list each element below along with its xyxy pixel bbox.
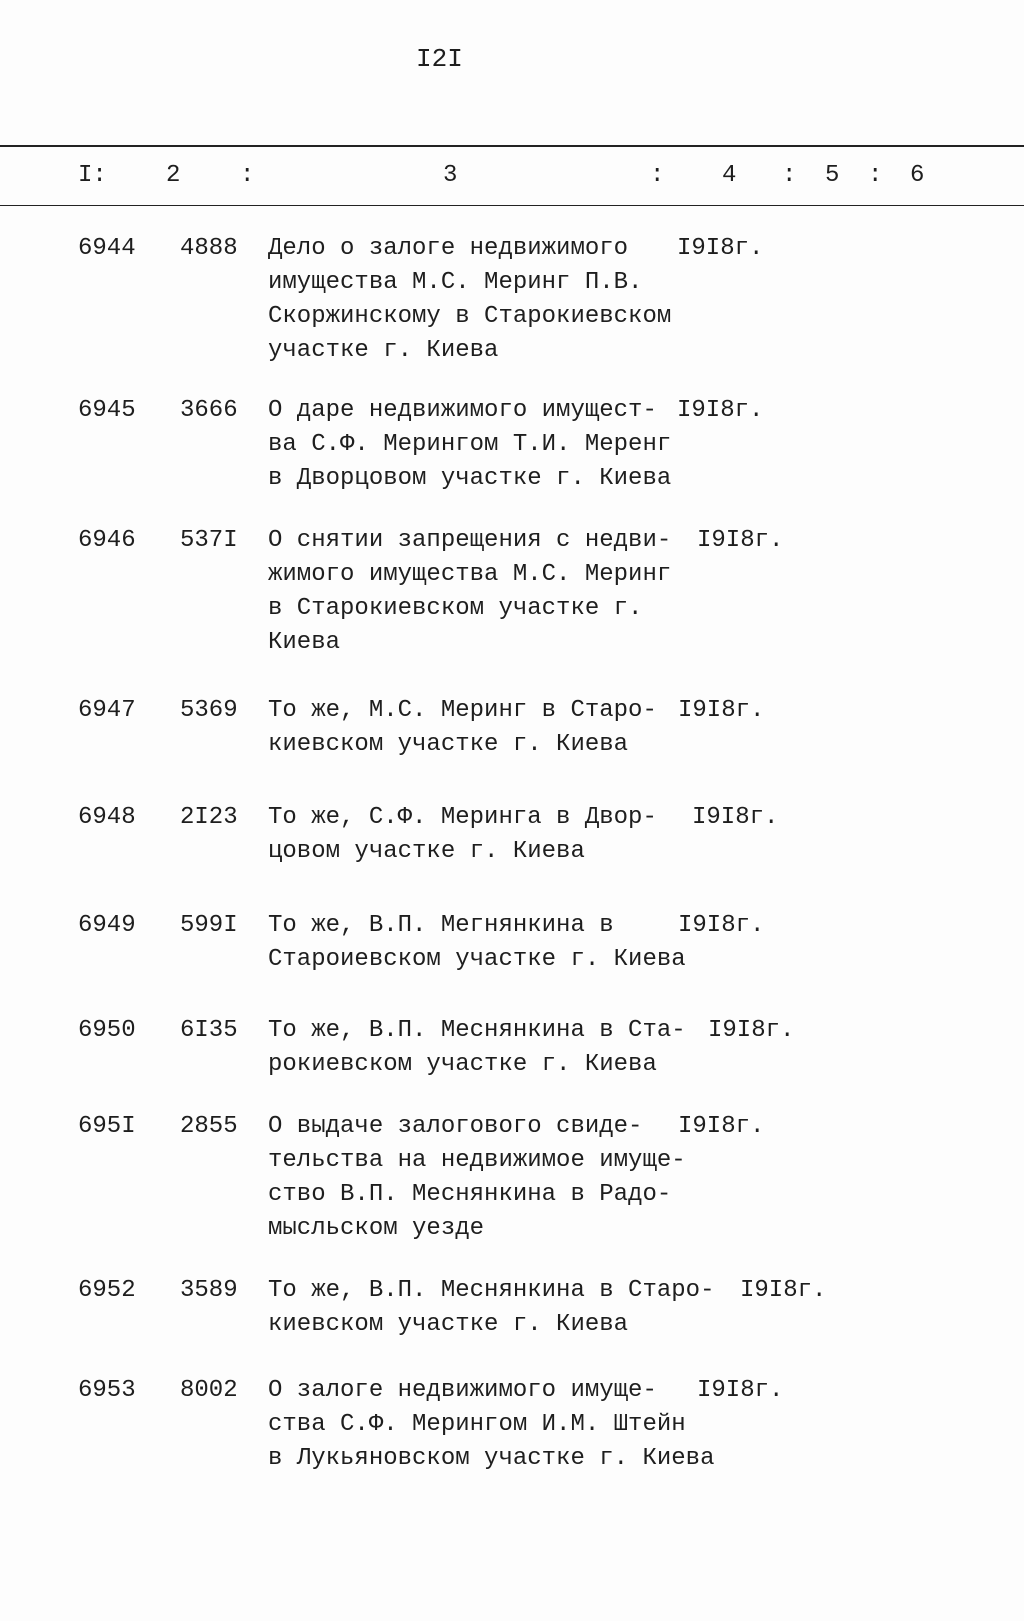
entry-description	[268, 1274, 714, 1342]
description-line: Дело о залоге недвижимого	[268, 235, 629, 262]
entry-description	[268, 801, 657, 869]
column-header: 4	[722, 162, 737, 189]
description-line: в Лукьяновском участке г. Киева	[268, 1445, 715, 1472]
entry-number: 6945	[78, 397, 136, 424]
entry-code: 2855	[180, 1113, 238, 1140]
entry-code: 2I23	[180, 804, 238, 831]
column-header: 2	[166, 162, 181, 189]
description-line: Скоржинскому в Старокиевском	[268, 303, 672, 330]
entry-code: 3666	[180, 397, 238, 424]
column-header: 5	[825, 162, 840, 189]
description-line: имущества М.С. Меринг П.В.	[268, 269, 643, 296]
entry-description	[268, 694, 657, 762]
entry-description	[268, 909, 686, 977]
column-header: 3	[443, 162, 458, 189]
column-separator: :	[868, 162, 883, 189]
entry-number: 6950	[78, 1017, 136, 1044]
page-number: I2I	[416, 44, 463, 74]
entry-year: I9I8г.	[697, 527, 784, 554]
description-line: рокиевском участке г. Киева	[268, 1051, 657, 1078]
description-line: То же, С.Ф. Меринга в Двор-	[268, 804, 657, 831]
entry-year: I9I8г.	[678, 912, 765, 939]
entry-code: 537I	[180, 527, 238, 554]
entry-year: I9I8г.	[697, 1377, 784, 1404]
description-line: О снятии запрещения с недви-	[268, 527, 672, 554]
description-line: цовом участке г. Киева	[268, 838, 585, 865]
entry-number: 6947	[78, 697, 136, 724]
description-line: То же, М.С. Меринг в Старо-	[268, 697, 657, 724]
entry-description	[268, 232, 671, 368]
description-line: в Старокиевском участке г.	[268, 595, 643, 622]
entry-number: 6952	[78, 1277, 136, 1304]
header-bottom-rule	[0, 205, 1024, 206]
entry-number: 6953	[78, 1377, 136, 1404]
description-line: участке г. Киева	[268, 337, 499, 364]
entry-number: 6944	[78, 235, 136, 262]
description-line: Староиевском участке г. Киева	[268, 946, 686, 973]
entry-number: 6946	[78, 527, 136, 554]
column-header: I:	[78, 162, 107, 189]
entry-code: 8002	[180, 1377, 238, 1404]
entry-year: I9I8г.	[678, 1113, 765, 1140]
description-line: киевском участке г. Киева	[268, 731, 629, 758]
description-line: О залоге недвижимого имуще-	[268, 1377, 657, 1404]
description-line: тельства на недвижимое имуще-	[268, 1147, 686, 1174]
column-separator: :	[782, 162, 797, 189]
description-line: ство В.П. Меснянкина в Радо-	[268, 1181, 672, 1208]
entry-year: I9I8г.	[678, 697, 765, 724]
description-line: То же, В.П. Меснянкина в Старо-	[268, 1277, 715, 1304]
entry-description	[268, 1374, 714, 1476]
description-line: То же, В.П. Мегнянкина в	[268, 912, 614, 939]
entry-code: 599I	[180, 912, 238, 939]
description-line: мысльском уезде	[268, 1215, 485, 1242]
entry-code: 5369	[180, 697, 238, 724]
column-separator: :	[240, 162, 255, 189]
entry-number: 6949	[78, 912, 136, 939]
entry-year: I9I8г.	[677, 235, 764, 262]
entry-year: I9I8г.	[692, 804, 779, 831]
entry-year: I9I8г.	[708, 1017, 795, 1044]
description-line: О даре недвижимого имущест-	[268, 397, 657, 424]
description-line: в Дворцовом участке г. Киева	[268, 465, 672, 492]
column-separator: :	[650, 162, 665, 189]
entry-description	[268, 1110, 686, 1246]
description-line: ва С.Ф. Мерингом Т.И. Меренг	[268, 431, 672, 458]
column-header: 6	[910, 162, 925, 189]
entry-number: 6948	[78, 804, 136, 831]
description-line: То же, В.П. Меснянкина в Ста-	[268, 1017, 686, 1044]
entry-description	[268, 524, 671, 660]
entry-code: 6I35	[180, 1017, 238, 1044]
entry-year: I9I8г.	[677, 397, 764, 424]
entry-code: 4888	[180, 235, 238, 262]
entry-code: 3589	[180, 1277, 238, 1304]
header-top-rule	[0, 145, 1024, 147]
entry-description	[268, 394, 671, 496]
entry-year: I9I8г.	[740, 1277, 827, 1304]
description-line: киевском участке г. Киева	[268, 1311, 629, 1338]
description-line: жимого имущества М.С. Меринг	[268, 561, 672, 588]
entry-number: 695I	[78, 1113, 136, 1140]
description-line: О выдаче залогового свиде-	[268, 1113, 643, 1140]
description-line: Киева	[268, 629, 341, 656]
entry-description	[268, 1014, 686, 1082]
description-line: ства С.Ф. Мерингом И.М. Штейн	[268, 1411, 686, 1438]
